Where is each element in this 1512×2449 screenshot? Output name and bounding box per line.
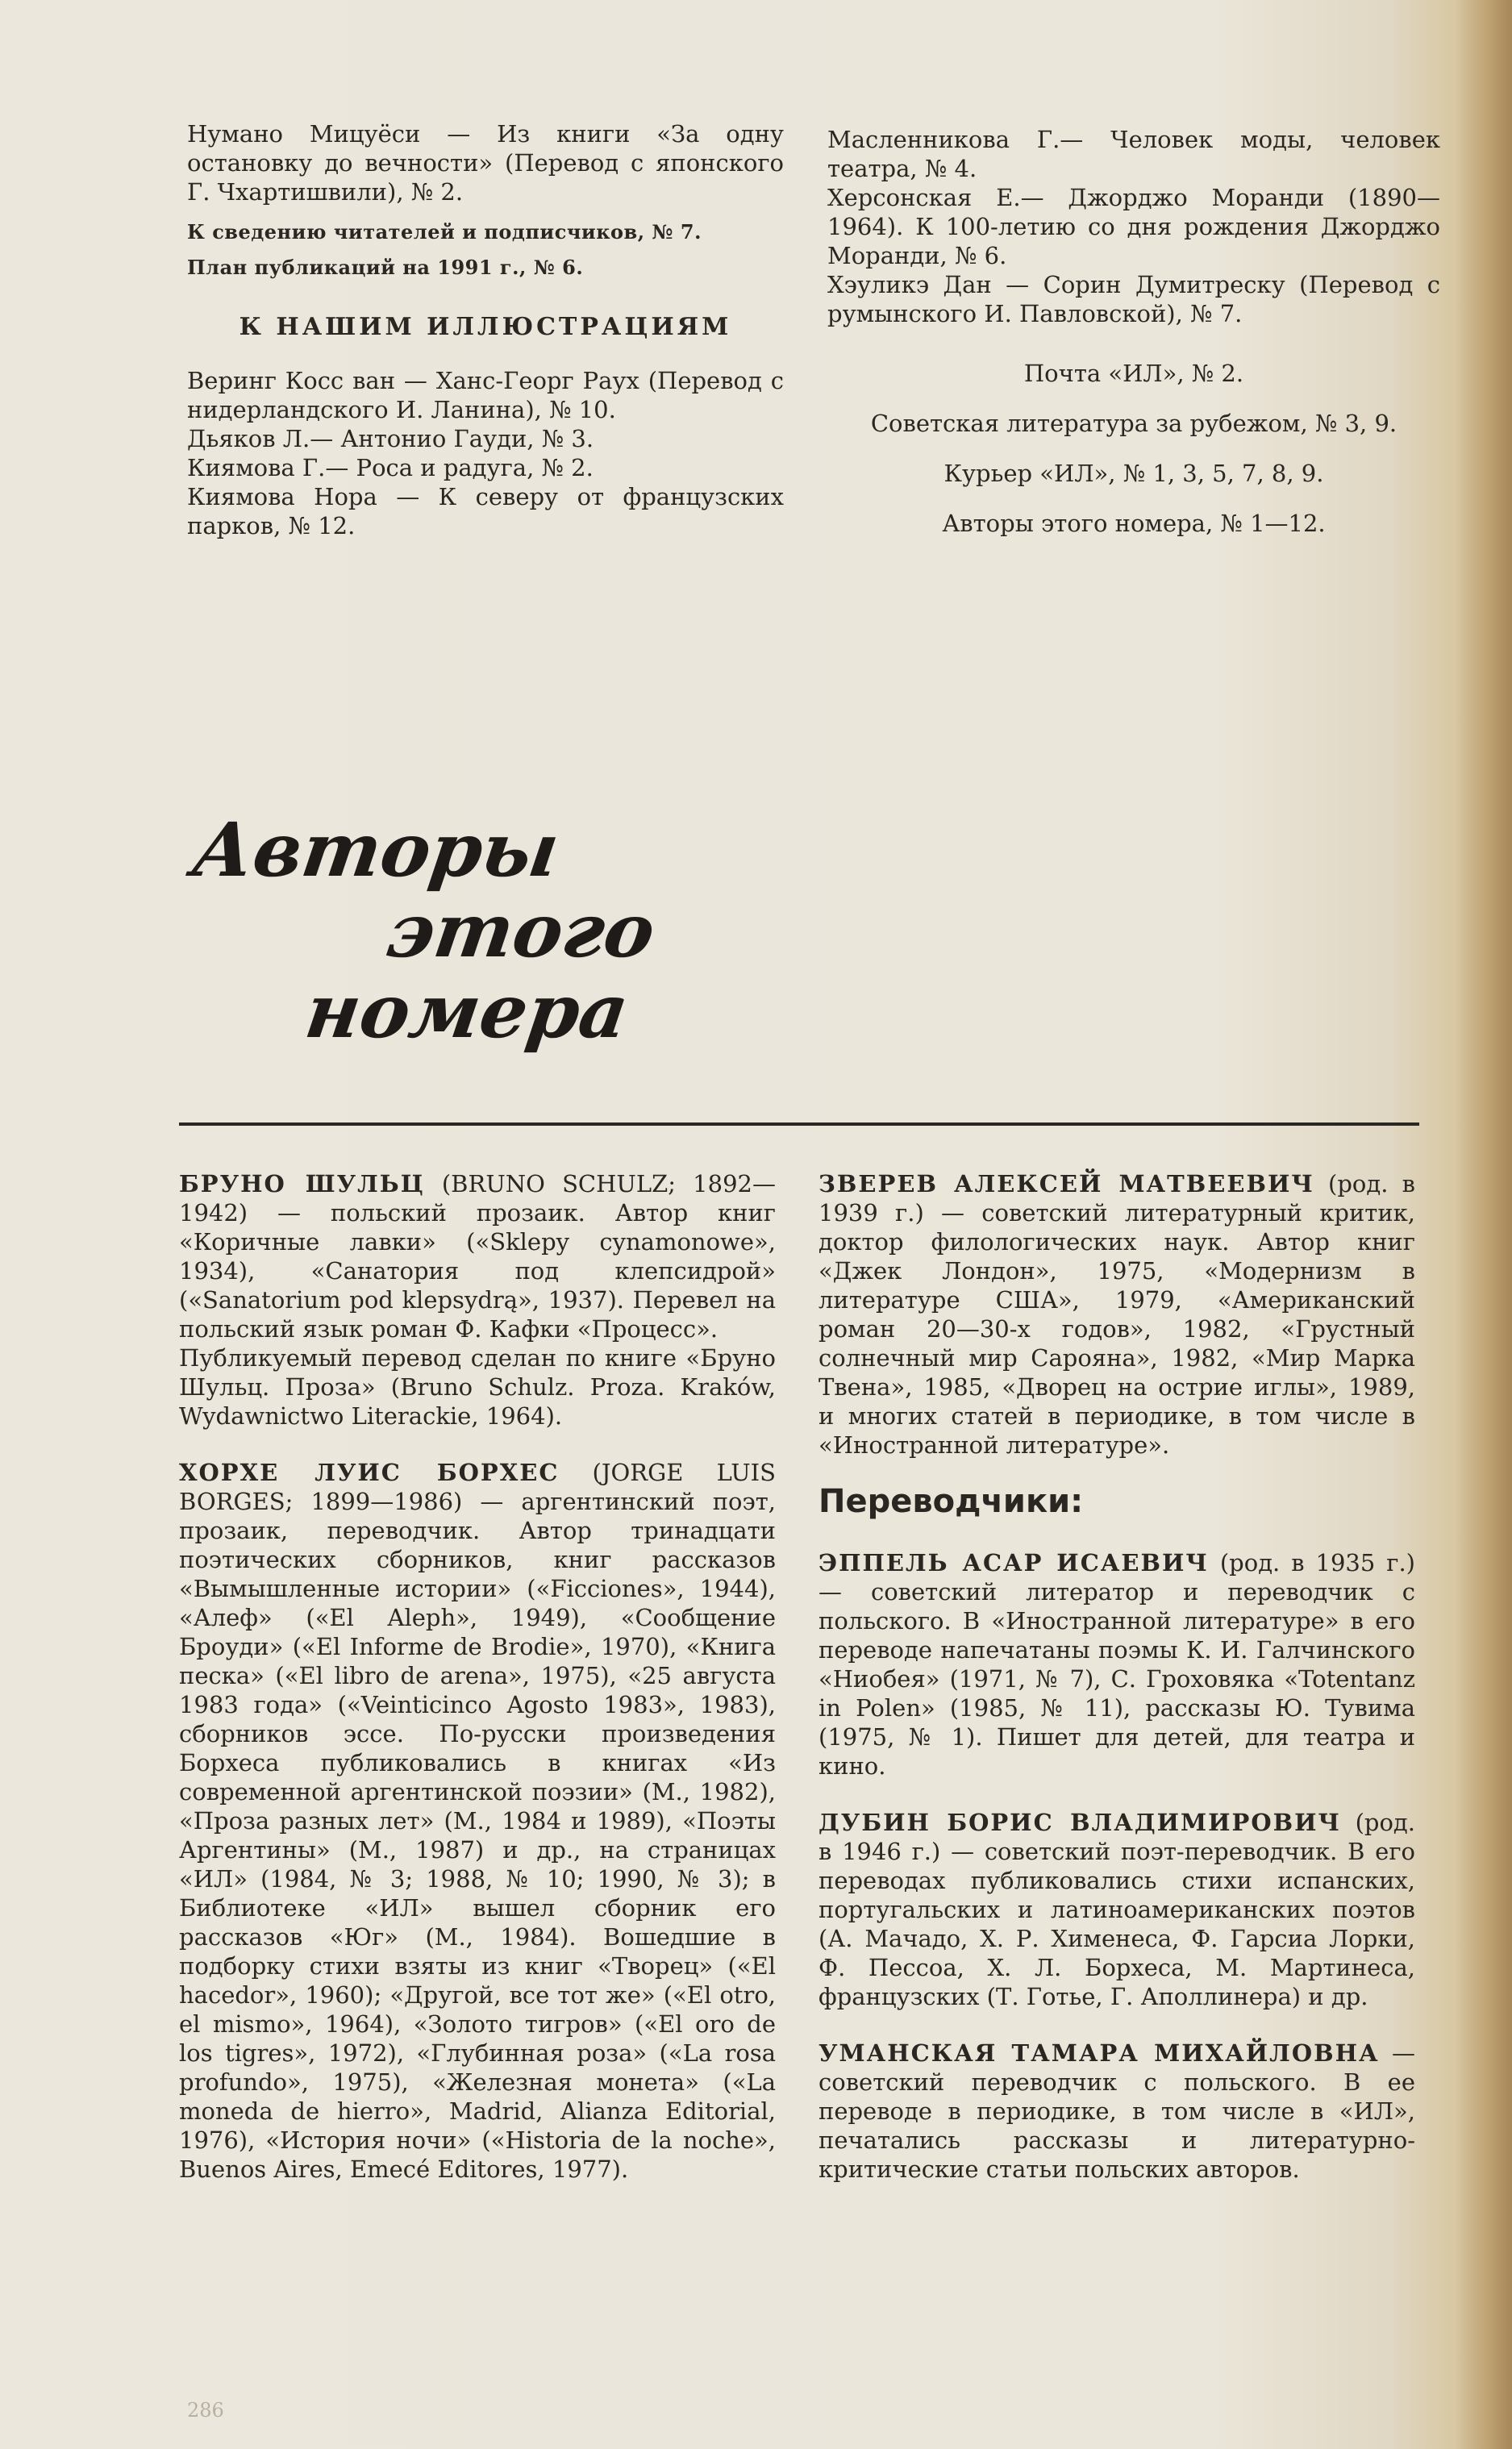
author-bio <box>179 1458 776 2184</box>
author-bio <box>818 1169 1415 1460</box>
translator-bio <box>818 1808 1415 2011</box>
page-number: 286 <box>187 2399 224 2422</box>
index-centered-entry: Почта «ИЛ», № 2. <box>1023 360 1244 387</box>
author-text: (JORGE LUIS BORGES; 1899—1986) — аргентинский поэт, прозаик, переводчик. Автор тринадцати поэтических сборников, книг рассказов «Вымышленные истории» («Ficciones», 1944), «Алеф» («El Aleph», 1949), «Сообщение Броуди» («El Informe de Brodie», 1970), «Книга песка» («El libro de arena», 1975), «25 августа 1983 года» («Veinticinco Agosto 1983», 1983), сборников эссе. По-русски произведения Борхеса публиковались в книгах «Из современной аргентинской поэзии» (М., 1982), «Проза разных лет» (М., 1984 и 1989), «Поэты Аргентины» (М., 1987) и др., на страницах «ИЛ» (1984, № 3; 1988, № 10; 1990, № 3); в Библиотеке «ИЛ» вышел сборник его рассказов «Юг» (М., 1984). Вошедшие в подборку стихи взяты из книг «Творец» («El hacedor», 1960); «Другой, все тот же» («El otro, el mismo», 1964), «Золото тигров» («El oro de los tigres», 1972), «Глубинная роза» («La rosa profundo», 1975), «Железная монета» («La moneda de hierro», Madrid, Alianza Editorial, 1976), «История ночи» («Historia de la noche», Buenos Aires, Emecé Editores, 1977). <box>179 1459 776 2183</box>
author-text: (род. в 1939 г.) — советский литературный критик, доктор филологических наук. Автор книг «Джек Лондон», 1975, «Модернизм в литературе США», 1979, «Американский роман 20—30-х годов», 1982, «Грустный солнечный мир Сарояна», 1982, «Мир Марка Твена», 1985, «Дворец на острие иглы», 1989, и многих статей в периодике, в том числе в «Иностранной литературе». <box>818 1170 1415 1459</box>
illustration-entry: Дьяков Л.— Антонио Гауди, № 3. <box>187 425 594 452</box>
index-note: К сведению читателей и подписчиков, № 7. <box>187 220 702 244</box>
title-line: Авторы <box>187 806 564 893</box>
index-centered-entry: Авторы этого номера, № 1—12. <box>942 510 1326 537</box>
author-name: БРУНО ШУЛЬЦ <box>179 1170 425 1197</box>
illustration-entry: Киямова Г.— Роса и радуга, № 2. <box>187 454 594 481</box>
index-entry: Масленникова Г.— Человек моды, человек театра, № 4. <box>827 126 1440 182</box>
illustration-entry: Киямова Нора — К северу от французских парков, № 12. <box>187 483 784 539</box>
author-extra: Публикуемый перевод сделан по книге «Бруно Шульц. Проза» (Bruno Schulz. Proza. Kraków, Wydawnictwo Literackie, 1964). <box>179 1344 776 1430</box>
translator-name: ЭППЕЛЬ АСАР ИСАЕВИЧ <box>818 1549 1209 1576</box>
translators-heading: Переводчики: <box>818 1483 1084 1520</box>
page-edge-shadow <box>1456 0 1512 2449</box>
illustrations-heading: К НАШИМ ИЛЛЮСТРАЦИЯМ <box>239 313 732 341</box>
index-centered-entry: Курьер «ИЛ», № 1, 3, 5, 7, 8, 9. <box>943 460 1324 487</box>
section-title-script <box>185 798 660 1089</box>
translator-text: — советский переводчик с польского. В ее переводе в периодике, в том числе в «ИЛ», печатались рассказы и литературно-критические статьи польских авторов. <box>818 2039 1415 2183</box>
translator-text: (род. в 1935 г.) — советский литератор и переводчик с польского. В «Иностранной литературе» в его переводе напечатаны поэмы К. И. Галчинского «Ниобея» (1971, № 7), С. Гроховяка «Totentanz in Polen» (1985, № 11), рассказы Ю. Тувима (1975, № 1). Пишет для детей, для театра и кино. <box>818 1549 1415 1780</box>
translator-name: УМАНСКАЯ ТАМАРА МИХАЙЛОВНА <box>818 2039 1380 2067</box>
horizontal-rule <box>179 1122 1419 1126</box>
index-column-left <box>187 119 784 540</box>
index-entry: Херсонская Е.— Джорджо Моранди (1890—1964). К 100-летию со дня рождения Джорджо Моранди, № 6. <box>827 184 1440 269</box>
index-entry: Нумано Мицуёси — Из книги «За одну остановку до вечности» (Перевод с японского Г. Чхартишвили), № 2. <box>187 120 784 206</box>
index-note: План публикаций на 1991 г., № 6. <box>187 256 584 279</box>
author-name: ЗВЕРЕВ АЛЕКСЕЙ МАТВЕЕВИЧ <box>818 1170 1314 1197</box>
authors-column-left <box>179 1169 776 2211</box>
authors-column-right <box>818 1169 1415 2211</box>
title-line: этого <box>381 887 660 974</box>
author-bio <box>179 1169 776 1431</box>
illustration-entry: Веринг Косс ван — Ханс-Георг Раух (Перевод с нидерландского И. Ланина), № 10. <box>187 367 784 423</box>
translator-text: (род. в 1946 г.) — советский поэт-переводчик. В его переводах публиковались стихи испанских, португальских и латиноамериканских поэтов (А. Мачадо, Х. Р. Хименеса, Ф. Гарсиа Лорки, Ф. Пессоа, Х. Л. Борхеса, М. Мартинеса, французских (Т. Готье, Г. Аполлинера) и др. <box>818 1809 1415 2010</box>
index-centered-entry: Советская литература за рубежом, № 3, 9. <box>870 410 1397 437</box>
translator-name: ДУБИН БОРИС ВЛАДИМИРОВИЧ <box>818 1809 1342 1836</box>
translator-bio <box>818 2039 1415 2184</box>
translator-bio <box>818 1548 1415 1781</box>
index-entry: Хэуликэ Дан — Сорин Думитреску (Перевод с румынского И. Павловской), № 7. <box>827 271 1440 327</box>
title-line: номера <box>300 968 634 1055</box>
author-name: ХОРХЕ ЛУИС БОРХЕС <box>179 1459 560 1486</box>
author-text: (BRUNO SCHULZ; 1892—1942) — польский прозаик. Автор книг «Коричные лавки» («Sklepy cynamonowe», 1934), «Санатория под клепсидрой» («Sanatorium pod klepsydrą», 1937). Перевел на польский язык роман Ф. Кафки «Процесс». <box>179 1170 776 1343</box>
index-column-right <box>827 125 1440 559</box>
